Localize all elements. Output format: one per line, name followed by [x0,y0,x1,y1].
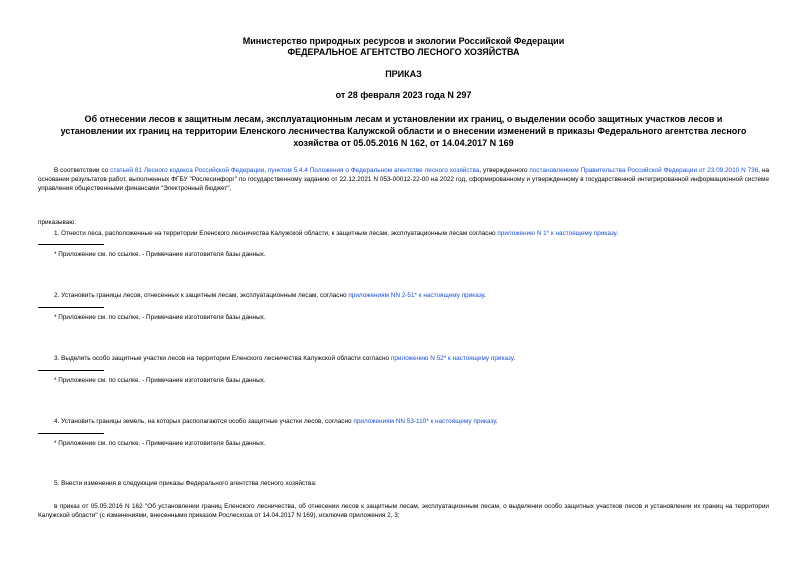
preamble-paragraph: В соответствии со статьей 81 Лесного кодекса Российской Федерации, пунктом 5.4.4 Положения о Федеральном агентстве лесного хозяйства, утвержденного постановлением Правительства Российской Федерации от 23.09.2010 N 736, на основании результатов работ, выполненных ФГБУ "Рослесинфорг" по государственному заданию от 22.12.2021 N 053-00012-22-00 на 2022 год, сформированному и утвержденному в государственной интегрированной информационной системе управления общественными финансами "Электронный бюджет", [38,167,770,192]
link-appendices-53-110[interactable]: приложениям NN 53-110* к настоящему приказу [353,418,496,425]
order-item-1: 1. Отнести леса, расположенные на территории Еленского лесничества Калужской области, к защитным лесам, эксплуатационным лесам согласно приложению N 1* к настоящему приказу. [54,230,619,237]
footnote-divider [38,433,104,434]
doc-date-number: от 28 февраля 2023 года N 297 [335,90,472,100]
link-regulation-5-4-4[interactable]: пунктом 5.4.4 Положения о Федеральном агентстве лесного хозяйства [267,167,480,174]
ministry-name: Министерство природных ресурсов и экологии Российской Федерации [242,36,565,46]
order-item-3: 3. Выделить особо защитные участки лесов на территории Еленского лесничества Калужской области согласно приложению N 52* к настоящему приказу. [54,355,516,362]
order-item-2: 2. Установить границы лесов, отнесенных к защитным лесам, эксплуатационным лесам, согласно приложениям NN 2-51* к настоящему приказу. [54,292,486,299]
footnote-divider [38,244,104,245]
order-item-5-amendment: в приказ от 05.05.2016 N 162 "Об установлении границ Еленского лесничества, об отнесении лесов к защитным лесам, эксплуатационным лесам, о выделении особо защитных участков лесов и установлении их границ на территории Калужской области" (с изменениями, внесенными приказом Рослесхоза от 14.04.2017 N 169), исключив приложения 2, 3; [38,503,769,519]
footnote-4: * Приложение см. по ссылке. - Примечание изготовителя базы данных. [54,440,266,447]
link-appendix-1[interactable]: приложению N 1* к настоящему приказу [497,230,617,237]
agency-name: ФЕДЕРАЛЬНОЕ АГЕНТСТВО ЛЕСНОГО ХОЗЯЙСТВА [287,47,520,57]
footnote-divider [38,370,104,371]
doc-type: ПРИКАЗ [385,69,422,79]
footnote-1: * Приложение см. по ссылке. - Примечание изготовителя базы данных. [54,251,266,258]
link-appendices-2-51[interactable]: приложениям NN 2-51* к настоящему приказу [348,292,485,299]
link-government-decree-736[interactable]: постановлением Правительства Российской Федерации от 23.09.2010 N 736 [529,167,759,174]
link-forest-code-art81[interactable]: статьей 81 Лесного кодекса Российской Федерации [110,167,265,174]
footnote-2: * Приложение см. по ссылке. - Примечание изготовителя базы данных. [54,314,266,321]
order-word: приказываю: [38,219,76,226]
footnote-divider [38,307,104,308]
doc-title: Об отнесении лесов к защитным лесам, эксплуатационным лесам и установлении их границ, о выделении особо защитных участков лесов и установлении их границ на территории Еленского лесничества Калужской области и о внесении изменений в приказы Федерального агентства лесного хозяйства от 05.05.2016 N 162, от 14.04.2017 N 169 [60,114,747,148]
footnote-3: * Приложение см. по ссылке. - Примечание изготовителя базы данных. [54,377,266,384]
order-item-5: 5. Внести изменения в следующие приказы Федерального агентства лесного хозяйства: [54,480,317,487]
order-item-4: 4. Установить границы земель, на которых располагаются особо защитные участки лесов, согласно приложениям NN 53-110* к настоящему приказу. [54,418,498,425]
link-appendix-52[interactable]: приложению N 52* к настоящему приказу [390,355,514,362]
